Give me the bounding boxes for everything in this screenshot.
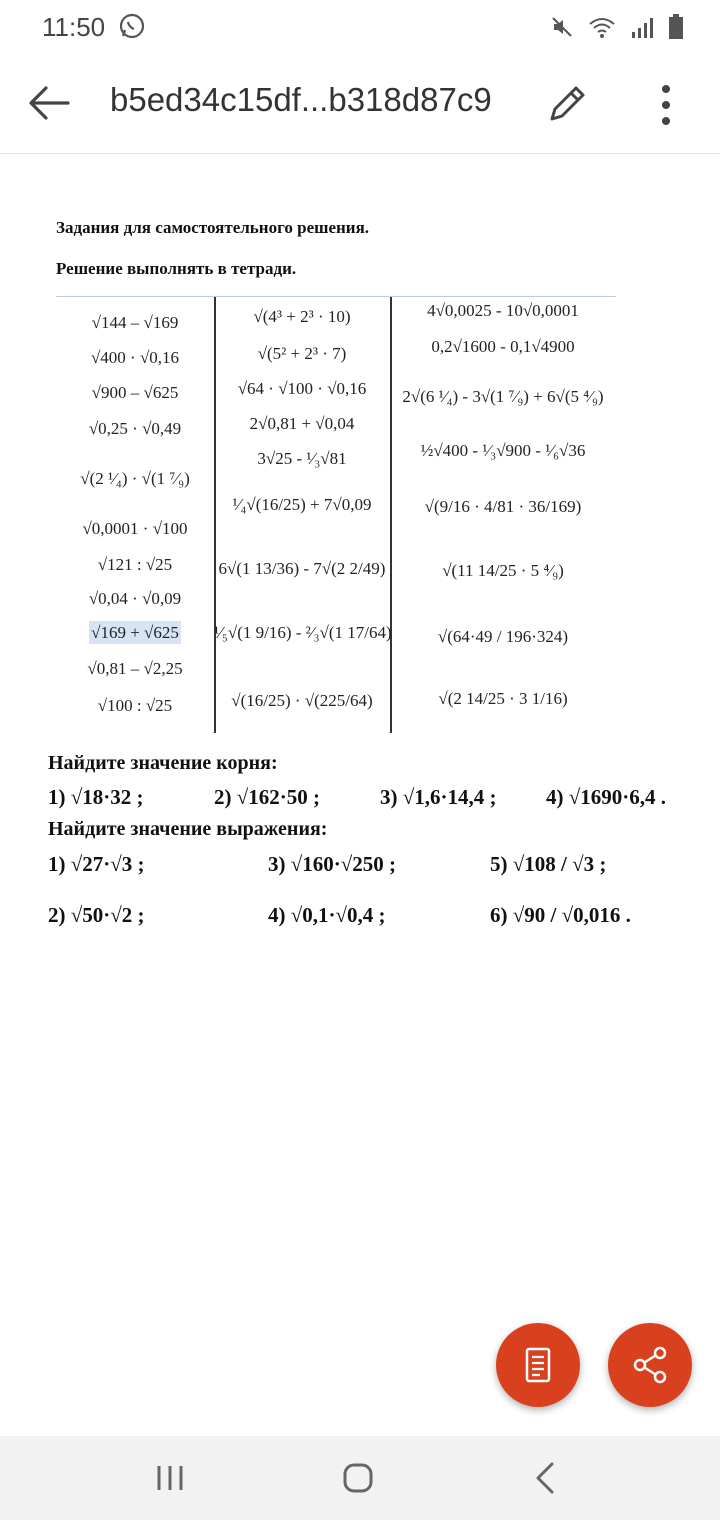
root-task-2: 2) √162·50 ; xyxy=(214,785,321,809)
exercise-item: 2√(6 ¹⁄₄) - 3√(1 ⁷⁄₉) + 6√(5 ⁴⁄₉) xyxy=(402,387,604,406)
status-time: 11:50 xyxy=(42,12,106,42)
exercise-item: ½√400 - ¹⁄₃√900 - ¹⁄₆√36 xyxy=(420,441,586,460)
exercise-item: √(4³ + 2³ · 10) xyxy=(253,307,351,326)
expression-task-5: 5) √108 / √3 ; xyxy=(490,852,607,876)
exercise-item: √(5² + 2³ · 7) xyxy=(257,344,347,363)
exercise-item: 6√(1 13/36) - 7√(2 2/49) xyxy=(218,559,386,578)
more-vert-icon[interactable] xyxy=(652,83,680,127)
exercise-item: √0,25 · √0,49 xyxy=(88,419,182,438)
document-fab-button[interactable] xyxy=(496,1323,580,1407)
status-bar xyxy=(0,0,720,55)
exercise-item: 3√25 - ¹⁄₃√81 xyxy=(257,449,347,468)
wifi-icon xyxy=(588,15,616,39)
root-task-4: 4) √1690·6,4 . xyxy=(546,785,667,809)
exercise-item-highlighted xyxy=(56,623,214,643)
exercise-item: 0,2√1600 - 0,1√4900 xyxy=(431,337,575,356)
system-navigation-bar xyxy=(0,1436,720,1520)
exercise-column-2 xyxy=(214,297,392,733)
edit-pencil-icon[interactable] xyxy=(546,81,590,125)
exercise-item: 2√0,81 + √0,04 xyxy=(249,414,355,433)
document-icon xyxy=(518,1345,558,1385)
exercise-item: √0,81 – √2,25 xyxy=(87,659,183,678)
expression-task-3: 3) √160·√250 ; xyxy=(268,852,397,876)
exercise-item: √(9/16 · 4/81 · 36/169) xyxy=(424,497,582,516)
heading-tasks: Задания для самостоятельного решения. xyxy=(56,218,370,237)
section-expression-title: Найдите значение выражения: xyxy=(48,818,328,840)
app-bar xyxy=(0,55,720,154)
root-task-3: 3) √1,6·14,4 ; xyxy=(380,785,497,809)
exercise-item: √(64·49 / 196·324) xyxy=(437,627,569,646)
exercise-item: √0,04 · √0,09 xyxy=(88,589,182,608)
back-arrow-icon[interactable] xyxy=(26,83,72,123)
mute-icon xyxy=(550,15,574,39)
expression-task-4: 4) √0,1·√0,4 ; xyxy=(268,903,386,927)
exercise-item: √(11 14/25 · 5 ⁴⁄₉) xyxy=(442,561,564,580)
nav-back-icon[interactable] xyxy=(526,1458,566,1498)
home-icon[interactable] xyxy=(338,1458,378,1498)
exercise-item: √(2 14/25 · 3 1/16) xyxy=(438,689,568,708)
share-icon xyxy=(630,1345,670,1385)
exercise-column-3 xyxy=(390,297,616,733)
exercise-item: √400 · √0,16 xyxy=(90,348,180,367)
exercise-item: √(16/25) · √(225/64) xyxy=(231,691,373,710)
root-task-1: 1) √18·32 ; xyxy=(48,785,144,809)
exercise-item: √100 : √25 xyxy=(97,696,173,715)
status-icons xyxy=(550,14,684,40)
exercise-item: ¹⁄₄√(16/25) + 7√0,09 xyxy=(232,495,372,514)
expression-task-1: 1) √27·√3 ; xyxy=(48,852,145,876)
section-root-value-title: Найдите значение корня: xyxy=(48,752,278,774)
expression-task-6: 6) √90 / √0,016 . xyxy=(490,903,631,927)
signal-icon xyxy=(630,15,654,39)
highlight-selection[interactable]: √169 + √625 xyxy=(91,623,179,642)
exercise-item: 4√0,0025 - 10√0,0001 xyxy=(427,301,579,320)
exercise-column-1 xyxy=(56,297,216,733)
share-fab-button[interactable] xyxy=(608,1323,692,1407)
exercise-item: √121 : √25 xyxy=(97,555,173,574)
heading-notebook: Решение выполнять в тетради. xyxy=(56,259,297,278)
exercise-item: √900 – √625 xyxy=(91,383,179,402)
exercise-item: √(2 ¹⁄₄) · √(1 ⁷⁄₉) xyxy=(80,469,190,488)
whatsapp-icon xyxy=(118,12,146,40)
exercise-item: √0,0001 · √100 xyxy=(82,519,188,538)
expression-task-2: 2) √50·√2 ; xyxy=(48,903,145,927)
exercise-item: ¹⁄₅√(1 9/16) - ²⁄₃√(1 17/64) xyxy=(214,623,392,642)
exercise-item: √144 – √169 xyxy=(91,313,179,332)
document-title: b5ed34c15df...b318d87c9 xyxy=(110,81,492,118)
exercise-table xyxy=(56,296,616,733)
recent-apps-icon[interactable] xyxy=(150,1458,190,1498)
battery-icon xyxy=(668,14,684,40)
exercise-item: √64 · √100 · √0,16 xyxy=(237,379,367,398)
